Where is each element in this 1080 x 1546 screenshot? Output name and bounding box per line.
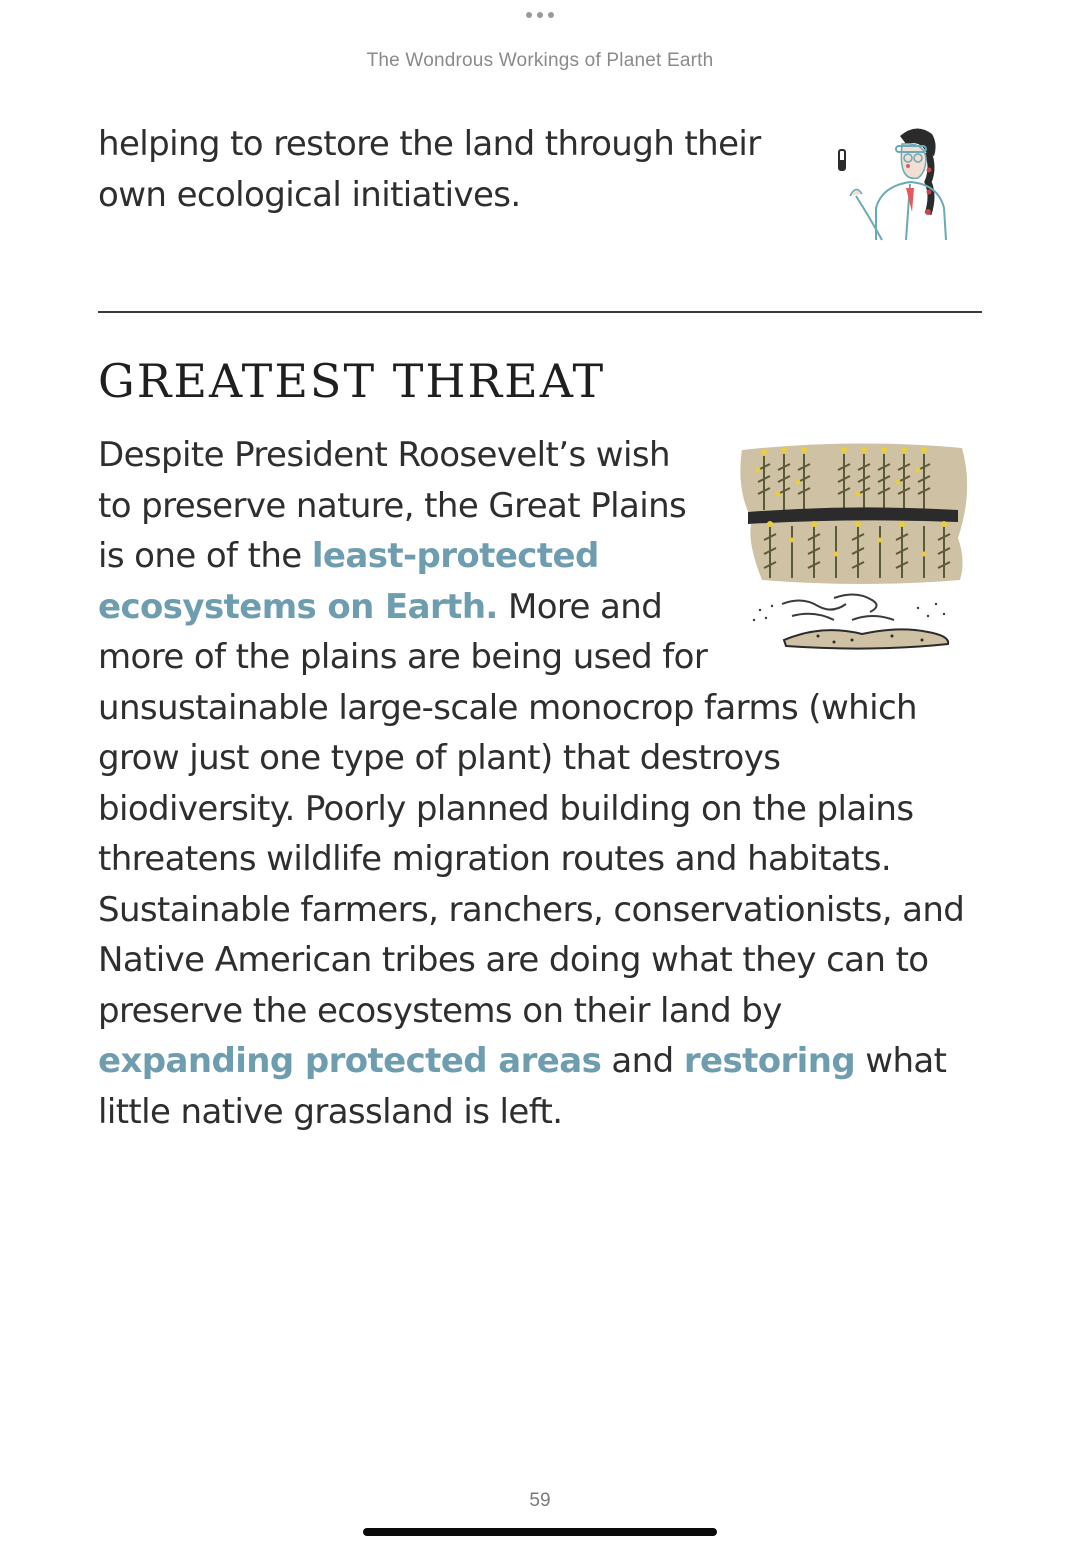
link-expanding-protected-areas[interactable]: expanding protected areas [98,1041,602,1081]
paragraph-text: and [601,1041,684,1081]
intro-paragraph: helping to restore the land through their own ecological initiatives. [98,124,761,215]
section-heading: GREATEST THREAT [98,354,606,408]
paragraph-text: what little native grassland is left. [98,1041,947,1132]
scientist-illustration [830,122,955,242]
dot-icon [537,12,543,18]
dot-icon [526,12,532,18]
section-divider [98,311,982,313]
book-title: The Wondrous Workings of Planet Earth [366,50,714,71]
link-least-protected-ecosystems[interactable]: least-protected ecosystems on Earth. [98,536,599,627]
more-options-ellipsis-icon[interactable] [526,10,554,20]
dot-icon [548,12,554,18]
home-indicator[interactable] [363,1528,717,1536]
paragraph-text: More and more of the plains are being used for unsustainable large-scale monocrop farms (which grow just one type of plant) that destroys biodiversity. Poorly planned building on the plains threatens wildlife migration routes and habitats. Sustainable farmers, ranchers, conservationists, and Native American tribes are doing what they can to preserve the ecosystems on their land by [98,586,965,1031]
link-restoring[interactable]: restoring [683,1041,856,1081]
paragraph-text: Despite President Roosevelt’s wish to preserve nature, the Great Plains is one of the [98,435,687,576]
crop-field-illustration [722,430,982,660]
main-paragraph [98,430,982,1137]
page-number: 59 [529,1490,551,1511]
